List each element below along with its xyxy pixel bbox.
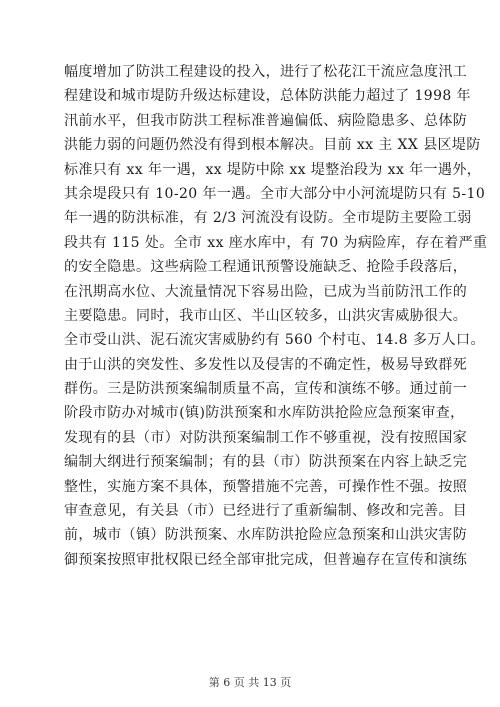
text-line: 发现有的县（市）对防洪预案编制工作不够重视，没有按照国家 — [64, 429, 468, 446]
text-line: 群伤。三是防洪预案编制质量不高，宣传和演练不够。通过前一 — [64, 381, 468, 398]
text-line: 审查意见，有关县（市）已经进行了重新编制、修改和完善。目 — [64, 503, 468, 520]
text-line: 在汛期高水位、大流量情况下容易出险，已成为当前防汛工作的 — [64, 283, 468, 300]
text-line: 标准只有 xx 年一遇，xx 堤防中除 xx 堤整治段为 xx 年一遇外， — [64, 161, 482, 178]
text-line: 全市受山洪、泥石流灾害威胁约有 560 个村屯、14.8 多万人口。 — [64, 332, 485, 349]
body-text — [64, 60, 488, 572]
text-line: 的安全隐患。这些病险工程通讯预警设施缺乏、抢险手段落后， — [64, 259, 468, 276]
text-line: 阶段市防办对城市(镇)防洪预案和水库防洪抢险应急预案审查， — [64, 405, 465, 422]
text-line: 编制大纲进行预案编制；有的县（市）防洪预案在内容上缺乏完 — [64, 454, 468, 471]
text-line: 御预案按照审批权限已经全部审批完成，但普遍存在宣传和演练 — [64, 551, 468, 568]
text-line: 程建设和城市堤防升级达标建设，总体防洪能力超过了 1998 年 — [64, 88, 471, 105]
text-line: 由于山洪的突发性、多发性以及侵害的不确定性，极易导致群死 — [64, 356, 468, 373]
page-footer: 第 6 页 共 13 页 — [208, 676, 292, 689]
text-line: 年一遇的防洪标准，有 2/3 河流没有设防。全市堤防主要险工弱 — [64, 210, 472, 227]
text-line: 其余堤段只有 10-20 年一遇。全市大部分中小河流堤防只有 5-10 — [64, 185, 486, 202]
text-line: 汛前水平，但我市防洪工程标准普遍偏低、病险隐患多、总体防 — [64, 112, 468, 129]
text-line: 幅度增加了防洪工程建设的投入，进行了松花江干流应急度汛工 — [64, 64, 468, 80]
text-line: 洪能力弱的问题仍然没有得到根本解决。目前 xx 主 XX 县区堤防 — [64, 137, 481, 154]
text-line: 主要隐患。同时，我市山区、半山区较多，山洪灾害威胁很大。 — [64, 307, 468, 324]
text-line: 前，城市（镇）防洪预案、水库防洪抢险应急预案和山洪灾害防 — [64, 527, 468, 544]
text-line: 段共有 115 处。全市 xx 座水库中，有 70 为病险库，存在着严重 — [64, 234, 488, 251]
text-line: 整性，实施方案不具体，预警措施不完善，可操作性不强。按照 — [64, 478, 468, 495]
